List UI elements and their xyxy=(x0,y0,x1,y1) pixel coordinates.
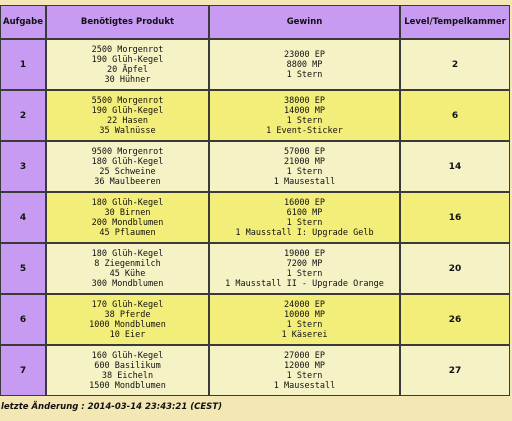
table-row xyxy=(0,141,510,192)
reward-cell xyxy=(209,345,400,396)
reward-line: 38000 EP xyxy=(284,95,325,106)
product-line: 35 Walnüsse xyxy=(99,125,156,136)
task-number-cell: 6 xyxy=(0,294,46,345)
last-modified-text: letzte Änderung : 2014-03-14 23:43:21 (CEST) xyxy=(1,402,222,412)
reward-line: 1 Stern xyxy=(286,115,323,126)
reward-cell xyxy=(209,243,400,294)
reward-line: 23000 EP xyxy=(284,49,325,60)
product-line: 190 Glüh-Kegel xyxy=(91,54,164,65)
reward-line: 16000 EP xyxy=(284,197,325,208)
product-line: 180 Glüh-Kegel xyxy=(91,248,164,259)
table-row xyxy=(0,294,510,345)
product-line: 200 Mondblumen xyxy=(91,217,164,228)
product-line: 8 Ziegenmilch xyxy=(94,258,161,269)
product-line: 1000 Mondblumen xyxy=(89,319,166,330)
reward-line: 1 Stern xyxy=(286,69,323,80)
task-number-cell: 4 xyxy=(0,192,46,243)
reward-line: 1 Stern xyxy=(286,217,323,228)
reward-line: 27000 EP xyxy=(284,350,325,361)
product-line: 600 Basilikum xyxy=(94,360,161,371)
reward-cell xyxy=(209,192,400,243)
table-row xyxy=(0,90,510,141)
product-line: 22 Hasen xyxy=(107,115,148,126)
product-line: 30 Hühner xyxy=(104,74,151,85)
reward-cell xyxy=(209,39,400,90)
reward-line: 6100 MP xyxy=(286,207,323,218)
level-cell: 6 xyxy=(400,90,510,141)
product-line: 10 Eier xyxy=(109,329,146,340)
reward-line: 1 Stern xyxy=(286,319,323,330)
reward-line: 1 Mausstall II - Upgrade Orange xyxy=(225,278,384,289)
product-line: 2500 Morgenrot xyxy=(91,44,164,55)
task-number-cell: 5 xyxy=(0,243,46,294)
reward-cell xyxy=(209,294,400,345)
reward-line: 1 Stern xyxy=(286,370,323,381)
reward-line: 1 Mausestall xyxy=(273,380,336,391)
reward-line: 12000 MP xyxy=(284,360,325,371)
product-line: 38 Pferde xyxy=(104,309,151,320)
required-product-cell xyxy=(46,294,209,345)
table-row xyxy=(0,345,510,396)
level-cell: 26 xyxy=(400,294,510,345)
level-cell: 20 xyxy=(400,243,510,294)
product-line: 190 Glüh-Kegel xyxy=(91,105,164,116)
task-number-cell: 2 xyxy=(0,90,46,141)
header-product: Benötigtes Produkt xyxy=(46,5,209,39)
header-level: Level/Tempelkammer xyxy=(400,5,510,39)
reward-line: 1 Stern xyxy=(286,268,323,279)
product-line: 20 Äpfel xyxy=(107,64,148,75)
header-task: Aufgabe xyxy=(0,5,46,39)
reward-line: 1 Stern xyxy=(286,166,323,177)
product-line: 9500 Morgenrot xyxy=(91,146,164,157)
required-product-cell xyxy=(46,90,209,141)
product-line: 300 Mondblumen xyxy=(91,278,164,289)
task-number-cell: 1 xyxy=(0,39,46,90)
reward-line: 14000 MP xyxy=(284,105,325,116)
reward-line: 24000 EP xyxy=(284,299,325,310)
level-cell: 14 xyxy=(400,141,510,192)
product-line: 5500 Morgenrot xyxy=(91,95,164,106)
product-line: 38 Eicheln xyxy=(101,370,154,381)
reward-line: 1 Käserei xyxy=(281,329,328,340)
product-line: 180 Glüh-Kegel xyxy=(91,197,164,208)
required-product-cell xyxy=(46,345,209,396)
quest-table xyxy=(0,5,510,396)
product-line: 160 Glüh-Kegel xyxy=(91,350,164,361)
product-line: 36 Maulbeeren xyxy=(94,176,161,187)
level-cell: 2 xyxy=(400,39,510,90)
reward-line: 7200 MP xyxy=(286,258,323,269)
reward-cell xyxy=(209,90,400,141)
product-line: 170 Glüh-Kegel xyxy=(91,299,164,310)
reward-line: 21000 MP xyxy=(284,156,325,167)
reward-line: 1 Event-Sticker xyxy=(266,125,343,136)
table-row xyxy=(0,243,510,294)
required-product-cell xyxy=(46,192,209,243)
task-number-cell: 7 xyxy=(0,345,46,396)
product-line: 45 Kühe xyxy=(109,268,146,279)
level-cell: 27 xyxy=(400,345,510,396)
reward-line: 1 Mausstall I: Upgrade Gelb xyxy=(235,227,374,238)
table-body xyxy=(0,39,510,396)
product-line: 25 Schweine xyxy=(99,166,156,177)
table-header-row xyxy=(0,5,510,39)
task-number-cell: 3 xyxy=(0,141,46,192)
required-product-cell xyxy=(46,141,209,192)
required-product-cell xyxy=(46,243,209,294)
reward-line: 19000 EP xyxy=(284,248,325,259)
reward-line: 1 Mausestall xyxy=(273,176,336,187)
reward-line: 10000 MP xyxy=(284,309,325,320)
table-row xyxy=(0,192,510,243)
product-line: 30 Birnen xyxy=(104,207,151,218)
reward-line: 8800 MP xyxy=(286,59,323,70)
required-product-cell xyxy=(46,39,209,90)
product-line: 1500 Mondblumen xyxy=(89,380,166,391)
reward-line: 57000 EP xyxy=(284,146,325,157)
product-line: 45 Pflaumen xyxy=(99,227,156,238)
header-reward: Gewinn xyxy=(209,5,400,39)
reward-cell xyxy=(209,141,400,192)
table-row xyxy=(0,39,510,90)
product-line: 180 Glüh-Kegel xyxy=(91,156,164,167)
level-cell: 16 xyxy=(400,192,510,243)
